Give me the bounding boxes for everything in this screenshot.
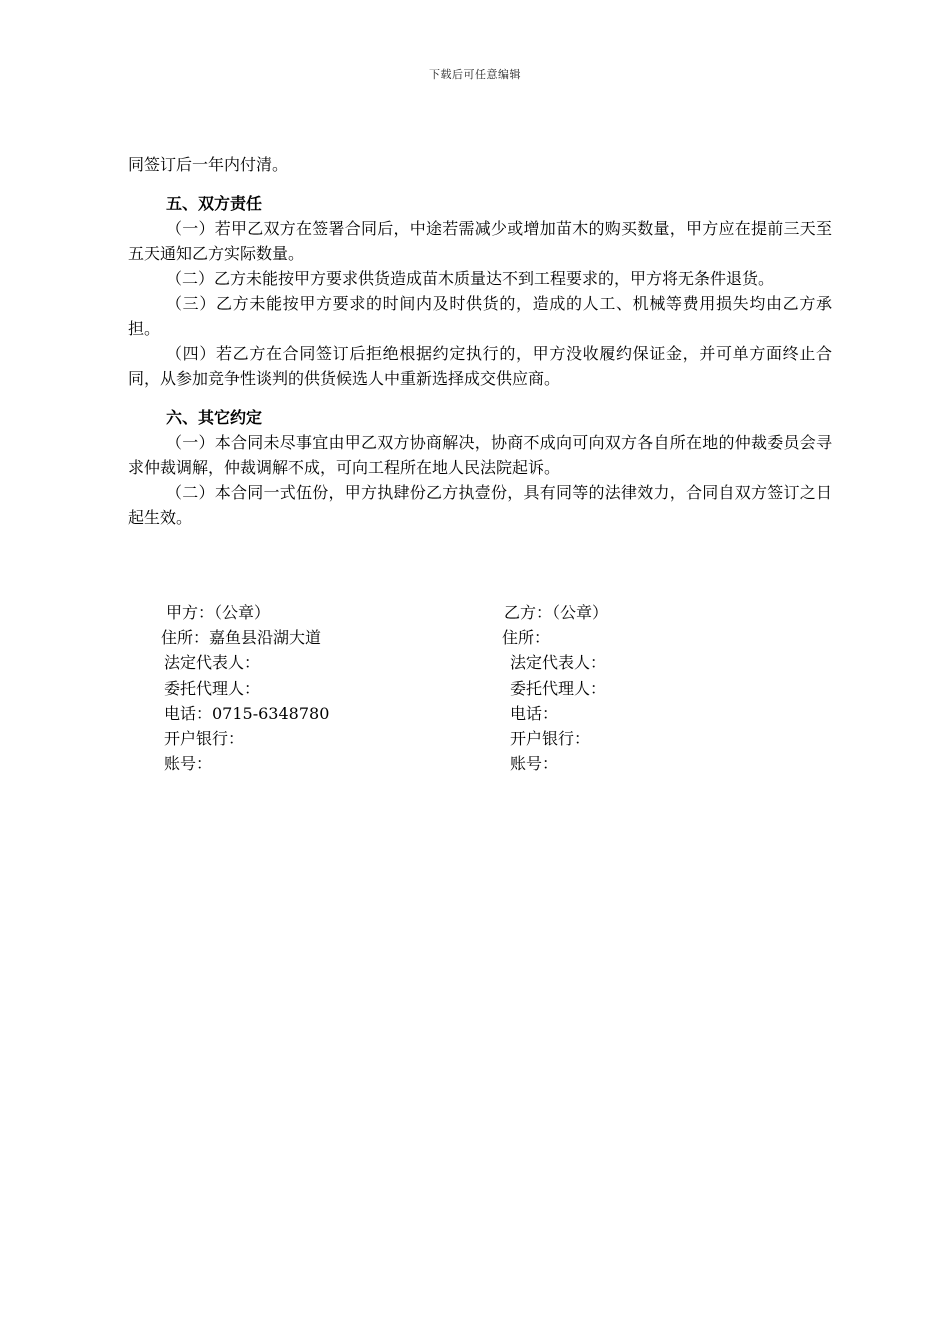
section-5-clause-4: （四）若乙方在合同签订后拒绝根据约定执行的，甲方没收履约保证金，并可单方面终止合同，从参加竞争性谈判的供货候选人中重新选择成交供应商。 (128, 344, 832, 388)
contract-body (128, 152, 832, 530)
party-a-account: 账号： (164, 754, 213, 774)
party-b-address: 住所： (502, 628, 551, 648)
section-6-title: 六、其它约定 (166, 408, 263, 427)
party-a-address: 住所：嘉鱼县沿湖大道 (161, 628, 322, 648)
party-b-phone: 电话： (510, 703, 559, 723)
party-b-agent: 委托代理人： (510, 678, 607, 698)
party-a-phone: 电话：0715-6348780 (164, 703, 330, 723)
section-6-clause-2: （二）本合同一式伍份，甲方执肆份乙方执壹份，具有同等的法律效力，合同自双方签订之日起生效。 (128, 483, 832, 527)
party-a-agent: 委托代理人： (164, 678, 261, 698)
party-b-legal-rep: 法定代表人： (510, 653, 607, 673)
page-header: 下载后可任意编辑 (429, 68, 521, 81)
party-b-account: 账号： (510, 754, 559, 774)
party-a-legal-rep: 法定代表人： (164, 653, 261, 673)
section-5-clause-3: （三）乙方未能按甲方要求的时间内及时供货的，造成的人工、机械等费用损失均由乙方承担。 (128, 294, 832, 338)
continuation-text: 同签订后一年内付清。 (128, 155, 289, 174)
party-a-label: 甲方：（公章） (166, 603, 271, 622)
party-b-label: 乙方：（公章） (504, 603, 609, 622)
party-a-signature-block (161, 600, 330, 776)
party-a-bank: 开户银行： (164, 729, 245, 749)
section-5-clause-1: （一）若甲乙双方在签署合同后，中途若需减少或增加苗木的购买数量，甲方应在提前三天至五天通知乙方实际数量。 (128, 219, 832, 263)
section-5-clause-2: （二）乙方未能按甲方要求供货造成苗木质量达不到工程要求的，甲方将无条件退货。 (166, 269, 775, 288)
section-6-clause-1: （一）本合同未尽事宜由甲乙双方协商解决，协商不成向可向双方各自所在地的仲裁委员会寻求仲裁调解，仲裁调解不成，可向工程所在地人民法院起诉。 (128, 433, 832, 477)
party-b-bank: 开户银行： (510, 729, 591, 749)
party-b-signature-block (502, 600, 608, 776)
section-5-title: 五、双方责任 (166, 194, 263, 213)
